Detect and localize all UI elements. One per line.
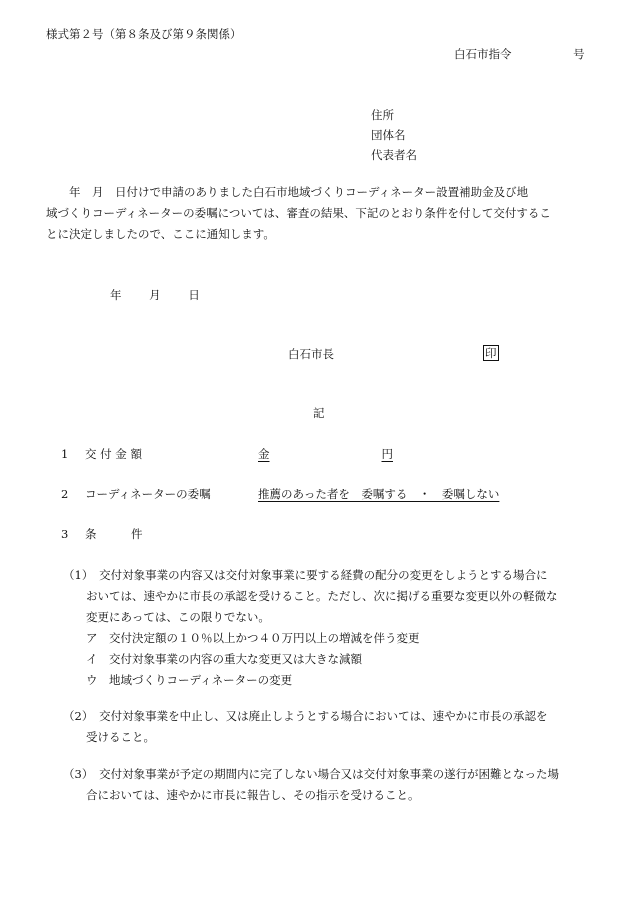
issue-date-month: 月 — [149, 288, 161, 302]
condition-line: （1） 交付対象事業の内容又は交付対象事業に要する経費の配分の変更をしようとする場合に — [63, 568, 548, 582]
recipient-rep-label: 代表者名 — [371, 148, 417, 162]
issue-date-year: 年 — [110, 288, 122, 302]
condition-line: おいては、速やかに市長の承認を受けること。ただし、次に掲げる重要な変更以外の軽微な — [63, 589, 558, 603]
intro-paragraph — [46, 182, 551, 245]
reference-prefix: 白石市指令 — [454, 47, 512, 61]
recipient-address-label: 住所 — [371, 108, 394, 122]
condition-line: 受けること。 — [63, 730, 155, 744]
intro-line: とに決定しましたので、ここに通知します。 — [46, 227, 275, 241]
condition-1 — [63, 565, 558, 691]
grant-amount-field — [258, 446, 393, 462]
commission-choice: 推薦のあった者を 委嘱する ・ 委嘱しない — [258, 487, 500, 501]
item-3-number: 3 — [61, 527, 69, 541]
condition-line: 合においては、速やかに市長に報告し、その指示を受けること。 — [63, 788, 420, 802]
recipient-org-label: 団体名 — [371, 128, 406, 142]
amount-prefix: 金 — [258, 447, 270, 461]
item-3-label: 条 件 — [85, 527, 143, 541]
seal-box: 印 — [485, 346, 497, 360]
condition-line: ア 交付決定額の１０％以上かつ４０万円以上の増減を伴う変更 — [63, 631, 420, 645]
condition-line: （2） 交付対象事業を中止し、又は廃止しようとする場合においては、速やかに市長の承認を — [63, 709, 548, 723]
reference-number — [454, 46, 585, 62]
item-1-label: 交 付 金 額 — [85, 447, 142, 461]
seal-mark — [483, 345, 499, 361]
ki-heading: 記 — [313, 406, 325, 420]
condition-line: ウ 地域づくりコーディネーターの変更 — [63, 673, 293, 687]
form-number: 様式第２号（第８条及び第９条関係） — [46, 27, 242, 41]
amount-suffix: 円 — [381, 447, 393, 461]
item-2-label: コーディネーターの委嘱 — [85, 487, 211, 501]
condition-line: （3） 交付対象事業が予定の期間内に完了しない場合又は交付対象事業の遂行が困難となった場 — [63, 767, 560, 781]
condition-3 — [63, 764, 559, 806]
condition-line: イ 交付対象事業の内容の重大な変更又は大きな減額 — [63, 652, 362, 666]
issuer-name: 白石市長 — [288, 347, 334, 361]
item-1-number: 1 — [61, 447, 69, 461]
reference-suffix: 号 — [573, 47, 585, 61]
intro-line: 域づくりコーディネーターの委嘱については、審査の結果、下記のとおり条件を付して交付するこ — [46, 206, 551, 220]
item-2-number: 2 — [61, 487, 69, 501]
issue-date — [110, 287, 200, 303]
condition-2 — [63, 706, 548, 748]
issue-date-day: 日 — [188, 288, 200, 302]
intro-line: 年 月 日付けで申請のありました白石市地域づくりコーディネーター設置補助金及び地 — [46, 185, 529, 199]
condition-line: 変更にあっては、この限りでない。 — [63, 610, 270, 624]
